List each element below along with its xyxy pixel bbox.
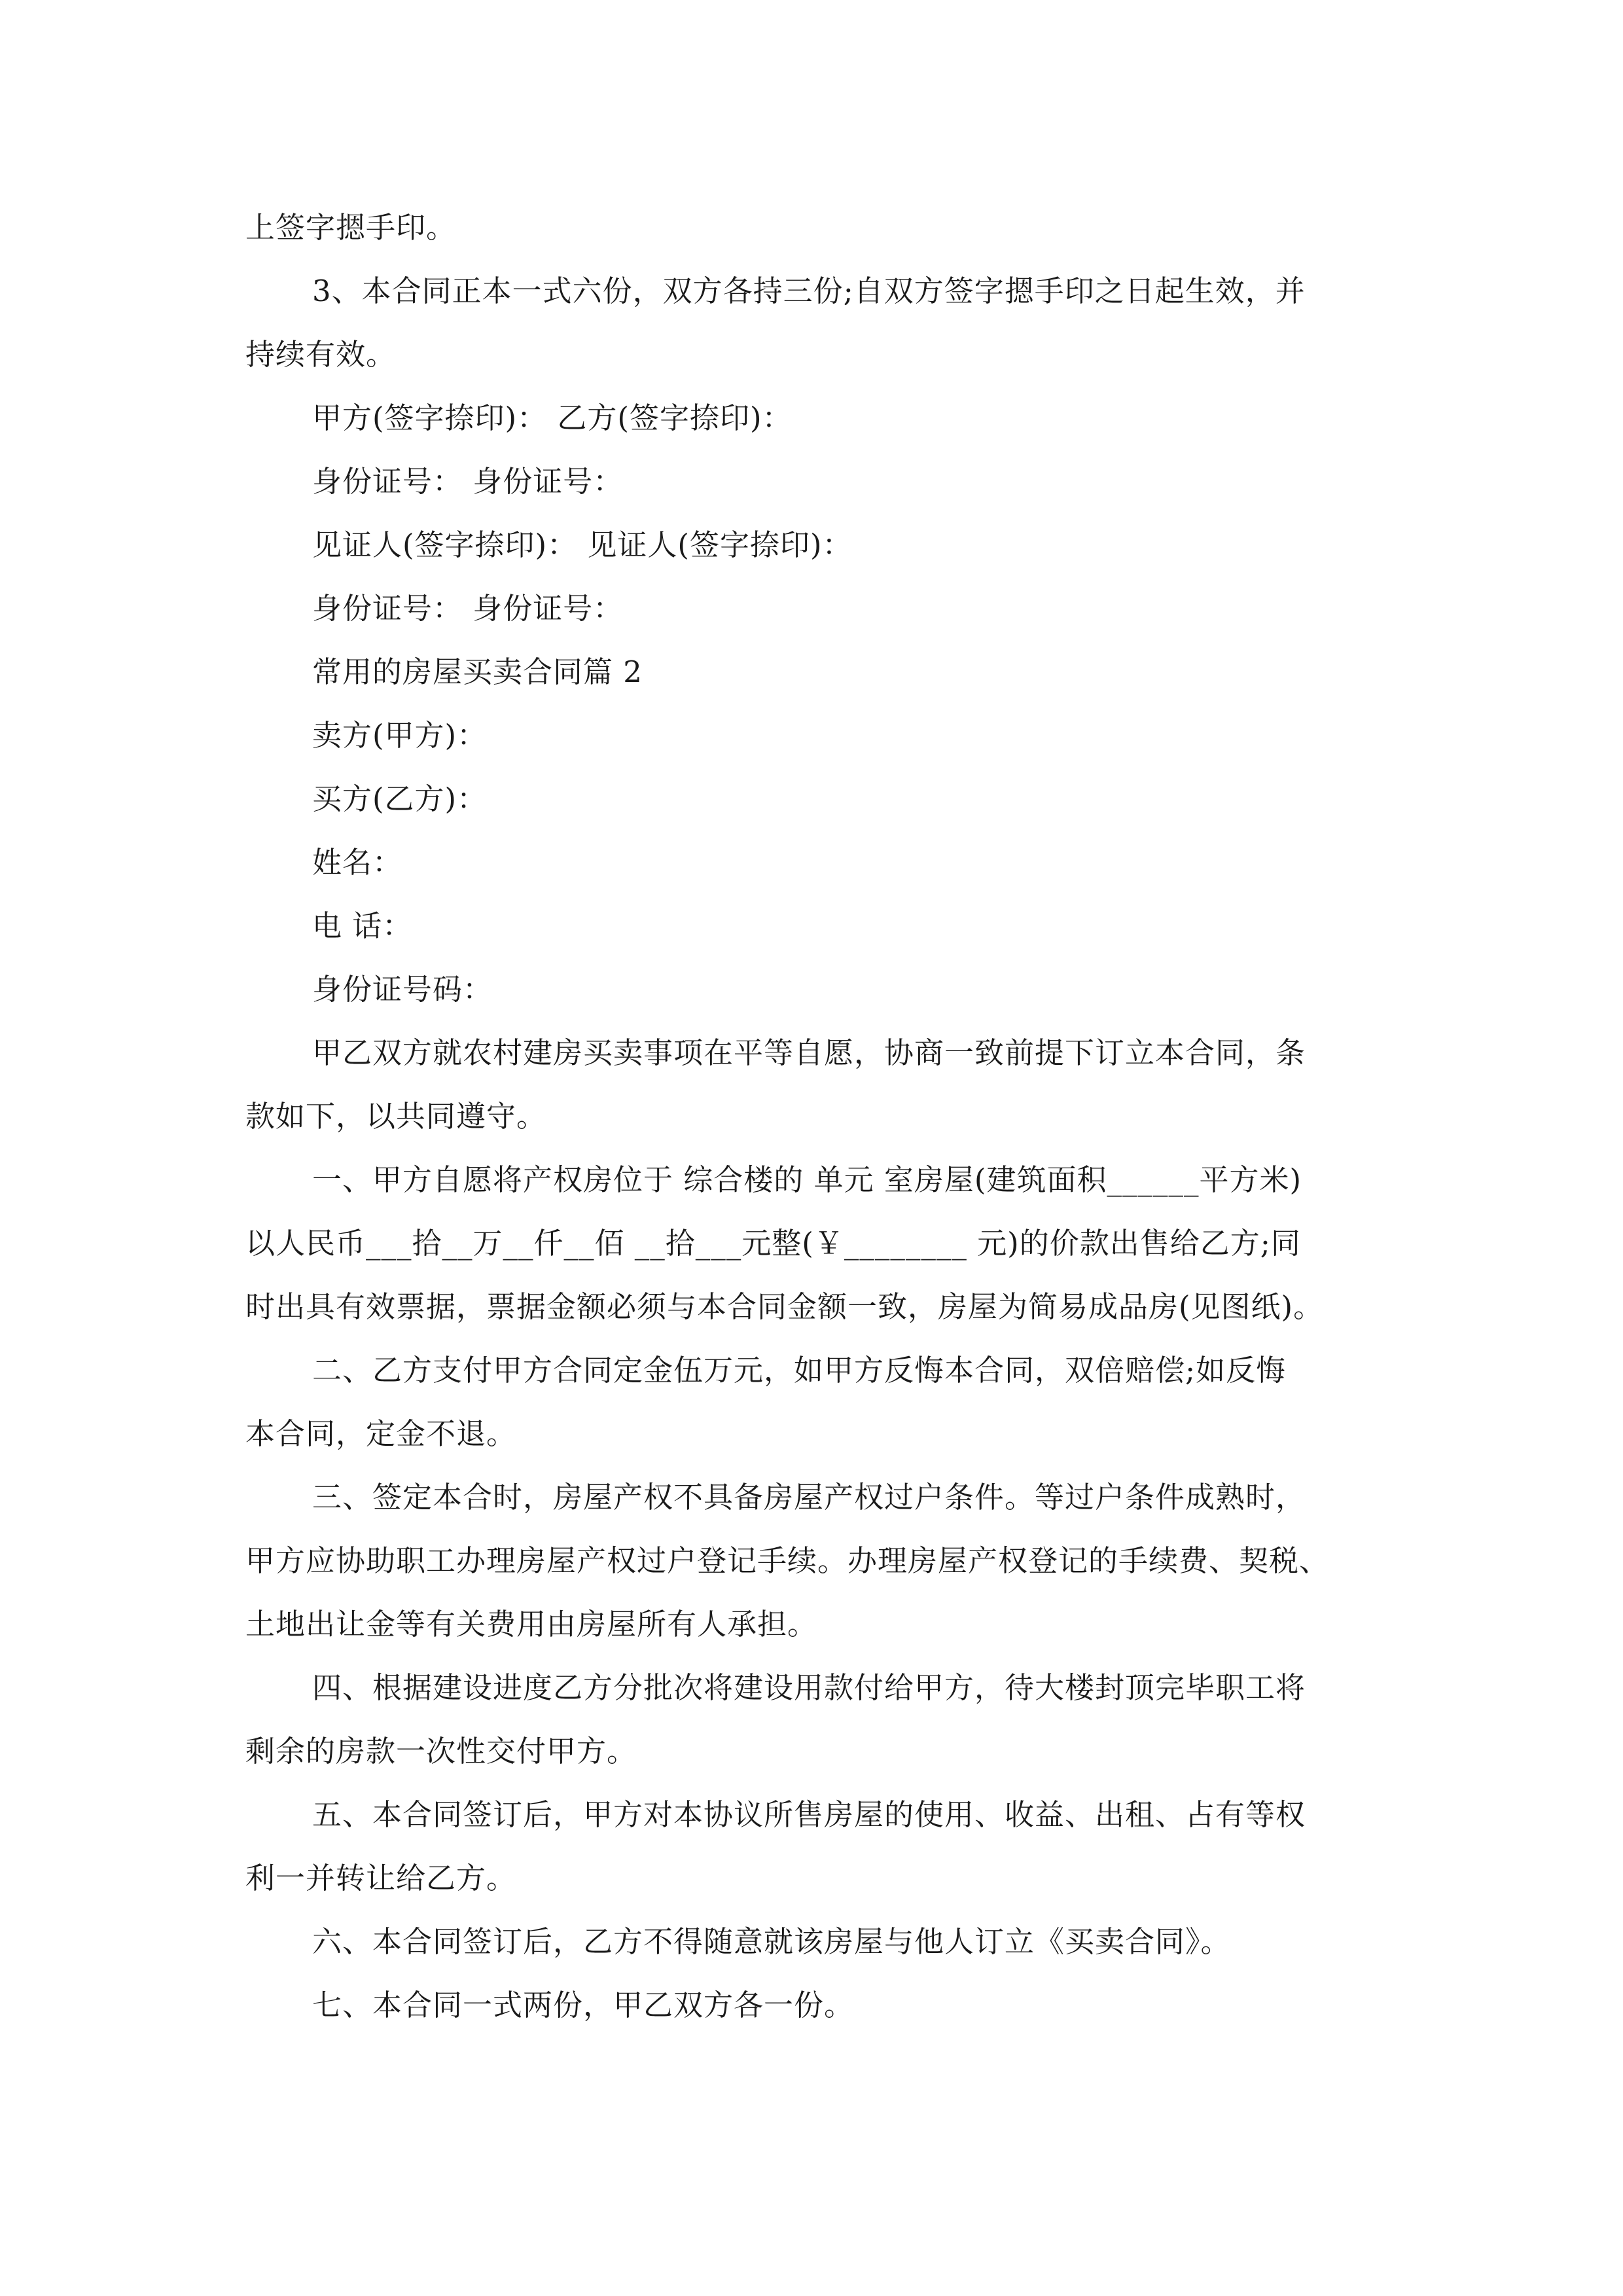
text-line: 款如下，以共同遵守。 — [245, 1099, 547, 1134]
name-field: 姓名： — [312, 845, 403, 880]
buyer-field: 买方(乙方)： — [312, 781, 488, 816]
clause-2: 二、乙方支付甲方合同定金伍万元，如甲方反悔本合同，双倍赔偿;如反悔 — [312, 1353, 1287, 1388]
phone-field: 电 话： — [312, 908, 413, 943]
text-line: 上签字摁手印。 — [245, 210, 457, 245]
text-line: 甲方应协助职工办理房屋产权过户登记手续。办理房屋产权登记的手续费、契税、 — [245, 1543, 1330, 1578]
text-line: 剩余的房款一次性交付甲方。 — [245, 1734, 637, 1768]
witness-signature-line: 见证人(签字捺印)： 见证人(签字捺印)： — [312, 528, 853, 562]
clause-3: 3、本合同正本一式六份，双方各持三份;自双方签字摁手印之日起生效，并 — [312, 274, 1306, 308]
text-line: 土地出让金等有关费用由房屋所有人承担。 — [245, 1607, 818, 1641]
id-number-line: 身份证号： 身份证号： — [312, 464, 624, 499]
clause-7: 七、本合同一式两份，甲乙双方各一份。 — [312, 1988, 855, 2022]
clause-4: 四、根据建设进度乙方分批次将建设用款付给甲方，待大楼封顶完毕职工将 — [312, 1670, 1306, 1705]
text-line: 持续有效。 — [245, 337, 397, 372]
text-line: 时出具有效票据，票据金额必须与本合同金额一致，房屋为简易成品房(见图纸)。 — [245, 1289, 1324, 1324]
clause-5: 五、本合同签订后，甲方对本协议所售房屋的使用、收益、出租、占有等权 — [312, 1797, 1306, 1832]
preamble-paragraph: 甲乙双方就农村建房买卖事项在平等自愿，协商一致前提下订立本合同，条 — [312, 1035, 1306, 1070]
signature-party-line: 甲方(签字捺印)： 乙方(签字捺印)： — [312, 401, 793, 435]
clause-1: 一、甲方自愿将产权房位于 综合楼的 单元 室房屋(建筑面积______平方米) — [312, 1162, 1302, 1197]
clause-6: 六、本合同签订后，乙方不得随意就该房屋与他人订立《买卖合同》。 — [312, 1924, 1231, 1959]
witness-id-line: 身份证号： 身份证号： — [312, 591, 624, 626]
text-line: 利一并转让给乙方。 — [245, 1861, 517, 1895]
clause-3-cn: 三、签定本合时，房屋产权不具备房屋产权过户条件。等过户条件成熟时， — [312, 1480, 1306, 1515]
text-line: 本合同，定金不退。 — [245, 1416, 517, 1451]
section-title: 常用的房屋买卖合同篇 2 — [312, 655, 643, 689]
seller-field: 卖方(甲方)： — [312, 718, 488, 753]
id-number-field: 身份证号码： — [312, 972, 493, 1007]
text-line: 以人民币___拾__万__仟__佰 __拾___元整(￥________ 元)的价款出售给乙方;同 — [245, 1226, 1301, 1261]
